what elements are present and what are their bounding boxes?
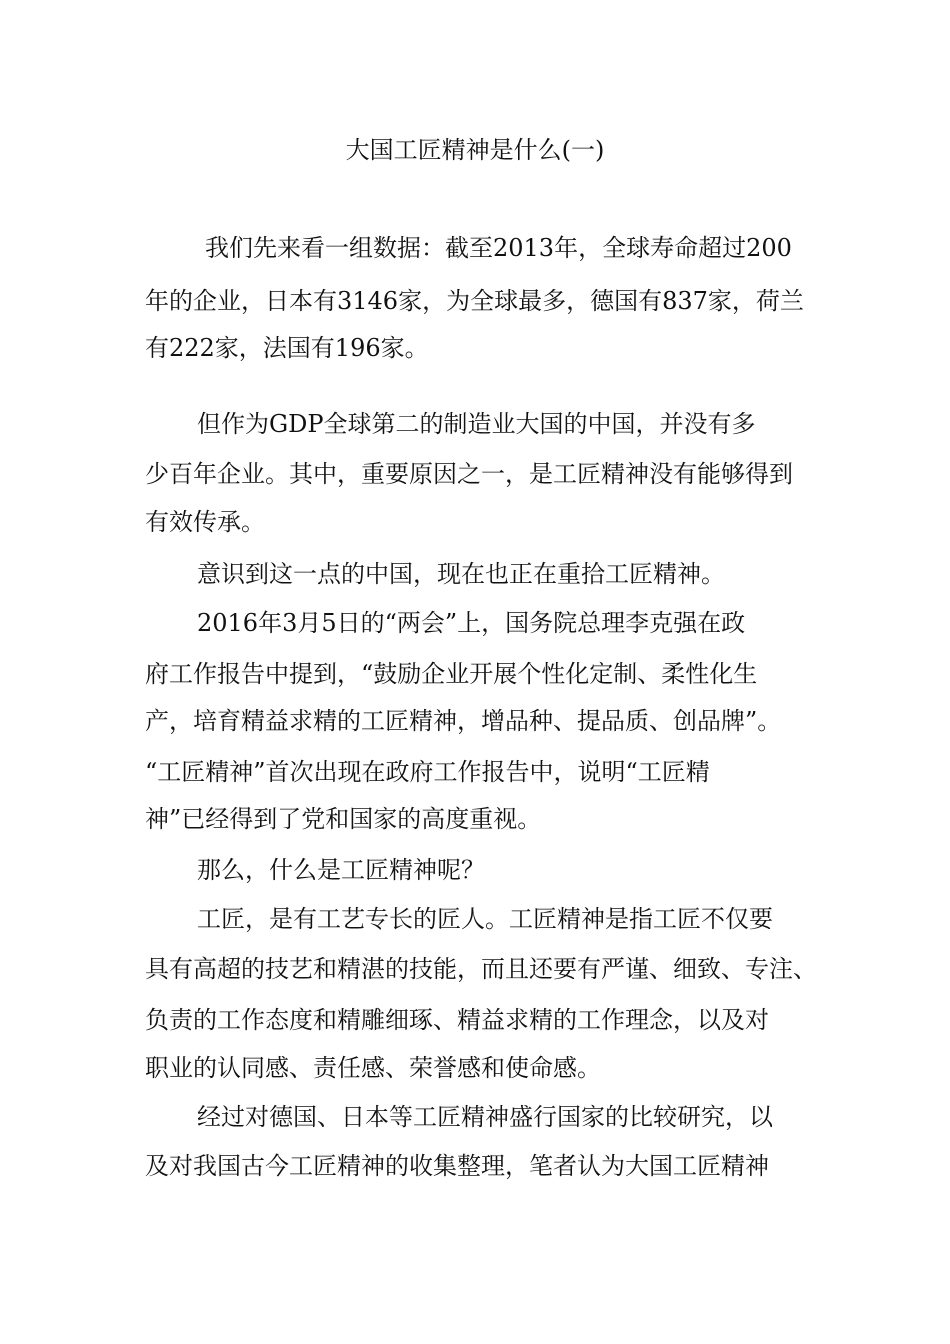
text-line: 具有高超的技艺和精湛的技能，而且还要有严谨、细致、专注、 [145, 955, 817, 983]
text-line: 府工作报告中提到，“鼓励企业开展个性化定制、柔性化生 [145, 660, 758, 688]
document-title: 大国工匠精神是什么(一) [345, 136, 605, 164]
text-line: 但作为GDP全球第二的制造业大国的中国，并没有多 [197, 410, 756, 438]
text-line: 年的企业，日本有3146家，为全球最多，德国有837家，荷兰 [145, 287, 804, 315]
text-line: 少百年企业。其中，重要原因之一，是工匠精神没有能够得到 [145, 460, 793, 488]
text-line: “工匠精神”首次出现在政府工作报告中，说明“工匠精 [145, 758, 710, 786]
text-line: 经过对德国、日本等工匠精神盛行国家的比较研究，以 [197, 1103, 773, 1131]
text-line: 产，培育精益求精的工匠精神，增品种、提品质、创品牌”。 [145, 707, 782, 735]
text-line: 负责的工作态度和精雕细琢、精益求精的工作理念，以及对 [145, 1006, 769, 1034]
text-line: 意识到这一点的中国，现在也正在重拾工匠精神。 [197, 560, 725, 588]
text-line: 2016年3月5日的“两会”上，国务院总理李克强在政 [197, 609, 746, 637]
text-line: 那么，什么是工匠精神呢？ [197, 856, 485, 884]
text-line: 职业的认同感、责任感、荣誉感和使命感。 [145, 1054, 601, 1082]
text-line: 工匠，是有工艺专长的匠人。工匠精神是指工匠不仅要 [197, 905, 773, 933]
text-line: 有效传承。 [145, 508, 265, 536]
text-line: 有222家，法国有196家。 [145, 334, 429, 362]
text-line: 及对我国古今工匠精神的收集整理，笔者认为大国工匠精神 [145, 1152, 769, 1180]
text-line: 神”已经得到了党和国家的高度重视。 [145, 805, 542, 833]
text-line: 我们先来看一组数据：截至2013年，全球寿命超过200 [205, 234, 792, 262]
